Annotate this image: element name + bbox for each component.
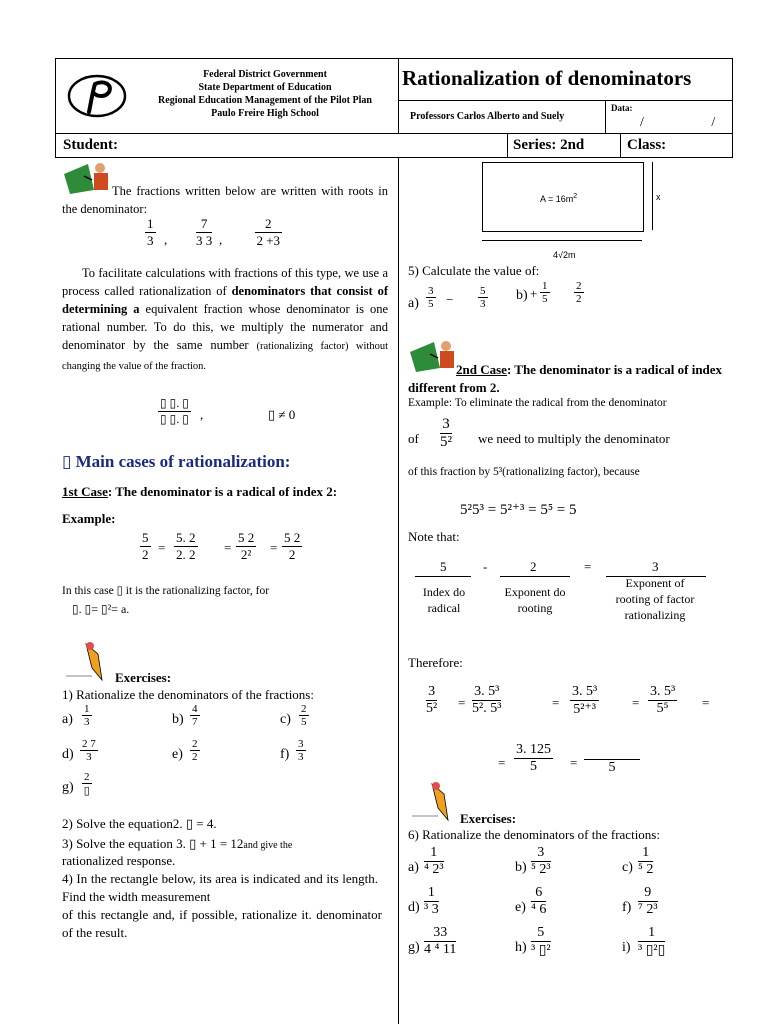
numerator: 1 (84, 703, 90, 715)
paragraph-1 (62, 264, 388, 376)
numerator: 1 (147, 216, 154, 231)
equals-sign: = (702, 695, 710, 710)
exercise-3-text: 3) Solve the equation 3. ▯ + 1 = 12 (62, 836, 244, 851)
denominator: 3 3 (196, 233, 213, 248)
main-cases-title: ▯ Main cases of rationalization: (62, 452, 291, 471)
exercise-1a-label: a) (62, 712, 73, 727)
therefore-fraction-3 (570, 684, 599, 718)
document-title: Rationalization of denominators (402, 66, 692, 90)
exercise-1: 1) Rationalize the denominators of the fractions: (62, 687, 314, 702)
equals-sign: = (458, 695, 466, 710)
case-2-text: : The denominator is a radical of index different from 2. (408, 362, 723, 395)
denominator: ▯ (83, 785, 90, 797)
case-1-heading (62, 484, 337, 500)
date-value: / / (640, 115, 748, 130)
numerator: 1 (424, 885, 439, 902)
numerator: 4 (192, 703, 198, 715)
exercise-6d-label: d) (408, 900, 420, 915)
formula-denominator: ▯ ▯. ▯ (160, 412, 189, 426)
case-2-fraction (440, 416, 452, 451)
denominator: 3 (84, 716, 90, 728)
org-line-3: Regional Education Management of the Pilot Plan (158, 95, 372, 106)
pencil-icon (62, 640, 112, 684)
exercises-label: Exercises: (115, 670, 172, 685)
intro-fraction-2 (196, 216, 212, 249)
paragraph-1-c: equivalent fraction whose denominator is one rational number. To do this, we multiply the numerator and denominator by the same number (62, 302, 389, 352)
case-2-example: Example: To eliminate the radical from the denominator (408, 397, 667, 409)
numerator: 9 (638, 885, 658, 902)
of-label: of (408, 431, 419, 446)
denominator: 5 (301, 716, 307, 728)
note-equals: = (584, 559, 592, 574)
exercise-2: 2) Solve the equation2. ▯ = 4. (62, 816, 217, 831)
exercise-4-continued: of this rectangle and, if possible, rationalize it. denominator of the result. (62, 907, 382, 940)
minus-sign: − (446, 292, 454, 307)
exercise-5: 5) Calculate the value of: (408, 263, 540, 278)
exercise-6e-label: e) (515, 900, 526, 915)
equals-sign: = (498, 755, 506, 770)
therefore-label: Therefore: (408, 655, 463, 670)
exercise-6h-fraction (531, 925, 551, 959)
exercise-6i-fraction (638, 925, 665, 959)
numerator: 5 (480, 285, 486, 297)
numerator: 3. 5³ (472, 684, 501, 701)
exercise-6g-fraction (424, 925, 456, 958)
exercise-5a-label: a) (408, 296, 419, 311)
denominator: 2² (240, 547, 252, 562)
denominator: 2 (288, 547, 296, 562)
exercise-1b-fraction (190, 703, 200, 728)
exercise-5a-fraction-1 (426, 285, 436, 310)
denominator: ⁷ 2³ (638, 902, 658, 917)
denominator: ⁴ 6 (531, 902, 547, 917)
numerator: 3. 5³ (572, 684, 598, 699)
denominator: ³ ▯²▯ (638, 943, 666, 958)
exercise-6h-label: h) (515, 940, 527, 955)
exercise-1a-fraction (82, 703, 92, 728)
example-label: Example: (62, 511, 116, 526)
exercise-6c-label: c) (622, 860, 633, 875)
equals-sign: = (632, 695, 640, 710)
note-caption-index: Index do radical (422, 585, 466, 615)
exercise-5b-label: b) (516, 288, 528, 303)
denominator: 5 (608, 760, 616, 775)
formula-numerator: ▯ ▯. ▯ (160, 396, 189, 410)
note-caption-exponent: Exponent do rooting (504, 585, 566, 615)
numerator: 3. 5³ (650, 684, 676, 699)
denominator: 4 ⁴ 11 (424, 942, 457, 957)
example-fraction-4 (282, 530, 302, 563)
numerator: 7 (196, 216, 212, 233)
rectangle-length: 4√2m (553, 250, 576, 260)
denominator: 7 (192, 716, 198, 728)
denominator: 3 (147, 233, 154, 248)
denominator: ⁴ 2³ (424, 862, 444, 877)
exercise-1b-label: b) (172, 712, 184, 727)
example-fraction-3 (236, 530, 256, 563)
note-exponent: 2 (530, 559, 537, 574)
numerator (584, 742, 640, 760)
org-line-1: Federal District Government (203, 69, 327, 80)
exercise-6b-fraction (531, 845, 551, 878)
column-divider (398, 158, 399, 1024)
intro-fraction-1 (145, 216, 156, 249)
exercise-3-continued: rationalized response. (62, 853, 176, 868)
paragraph-1-small: (rationalizing factor) without changing the value of the fraction. (62, 341, 388, 372)
note-factor: 3 (652, 559, 659, 574)
intro-text: The fractions written below are written with roots in the denominator: (62, 184, 388, 216)
exercise-6g-label: g) (408, 940, 420, 955)
numerator: 2 (192, 738, 198, 750)
case-1-note: In this case ▯ it is the rationalizing factor, for (62, 585, 270, 597)
exercise-1d-fraction (80, 738, 98, 763)
exercise-1e-label: e) (172, 747, 183, 762)
paragraph-1-b: denominators that consist of determining a (62, 284, 389, 316)
case-2-text-2: of this fraction by 5³(rationalizing factor), because (408, 466, 640, 478)
area-value: A = 16m (540, 194, 574, 204)
numerator: 2 (255, 216, 282, 233)
exercise-3 (62, 836, 292, 852)
denominator: 2 (142, 547, 149, 562)
exercise-6i-label: i) (622, 940, 631, 955)
equals-sign: = (552, 695, 560, 710)
note-line (500, 576, 570, 577)
exercise-5b-fraction-2 (574, 280, 584, 305)
denominator: 5²⁺³ (573, 702, 596, 717)
numerator: 33 (424, 925, 456, 942)
school-logo (67, 74, 127, 118)
exercise-4: 4) In the rectangle below, its area is indicated and its length. Find the width measurement (62, 871, 378, 904)
numerator: 1 (638, 925, 665, 942)
area-exponent: 2 (573, 193, 578, 200)
numerator: 5 2 (284, 530, 301, 545)
denominator: ³ 3 (424, 902, 439, 917)
case-1-prefix: 1st Case (62, 484, 108, 499)
numerator: 5 (142, 530, 149, 545)
denominator: 2 (576, 293, 582, 305)
equals-sign: = (158, 540, 166, 555)
denominator: 5² (426, 701, 438, 716)
org-line-4: Paulo Freire High School (211, 108, 319, 119)
denominator: ³ ▯² (531, 943, 551, 958)
paragraph-1-a: To facilitate calculations with fractions of this type, we use a process called rationalization of (62, 266, 388, 298)
plus-sign: + (530, 286, 538, 301)
numerator: 3 (426, 684, 437, 701)
exercise-1g-label: g) (62, 780, 74, 795)
numerator: 3 (298, 738, 304, 750)
numerator: 6 (531, 885, 546, 902)
therefore-fraction-5 (514, 742, 553, 775)
exercise-3-small: and give the (243, 840, 293, 851)
pencil-icon (408, 780, 458, 824)
numerator: 3. 125 (516, 742, 551, 757)
exercise-6d-fraction (424, 885, 439, 918)
note-caption-factor: Exponent of rooting of factor rationalizing (615, 576, 695, 622)
exercise-1d-label: d) (62, 747, 74, 762)
denominator: 3 (86, 751, 92, 763)
numerator: 2 7 (82, 738, 96, 750)
numerator: 2 (576, 280, 582, 292)
denominator: 3 (480, 298, 486, 310)
denominator: 5² (440, 434, 452, 450)
exercise-1f-label: f) (280, 747, 290, 762)
student-label: Student: (63, 137, 119, 153)
denominator: 5 (428, 298, 434, 310)
intro-fraction-3 (255, 216, 282, 249)
exercise-6a-fraction (424, 845, 444, 878)
numerator: 1 (424, 845, 444, 862)
denominator: 2. 2 (176, 547, 196, 562)
equals-sign: = (270, 540, 278, 555)
equals-sign: = (224, 540, 232, 555)
org-line-2: State Department of Education (198, 82, 332, 93)
formula-condition: ▯ ≠ 0 (268, 407, 296, 422)
exercise-6c-fraction (638, 845, 653, 878)
exercises-label-2: Exercises: (460, 811, 517, 826)
case-2-heading (408, 361, 738, 397)
case-2-prefix: 2nd Case (456, 362, 507, 377)
numerator: 1 (542, 280, 548, 292)
height-marker (652, 162, 653, 230)
formula-separator: , (200, 407, 204, 422)
date-label: Data: (611, 103, 633, 113)
numerator: 1 (638, 845, 653, 862)
exercise-6b-label: b) (515, 860, 527, 875)
denominator: 5 (542, 293, 548, 305)
length-marker (482, 240, 642, 241)
exercise-6a-label: a) (408, 860, 419, 875)
exercise-1c-fraction (299, 703, 309, 728)
denominator: 5 (530, 759, 537, 774)
example-fraction-1 (140, 530, 151, 563)
divider (507, 133, 508, 158)
exercise-6: 6) Rationalize the denominators of the fractions: (408, 827, 660, 842)
exercise-1g-fraction (82, 771, 92, 797)
therefore-fraction-1 (426, 684, 437, 717)
denominator: 3 (298, 751, 304, 763)
numerator: 3 (531, 845, 551, 862)
denominator: 5². 5³ (472, 701, 502, 716)
separator: , (219, 232, 223, 247)
class-label: Class: (627, 137, 667, 153)
denominator: 2 (192, 751, 198, 763)
denominator: ⁵ 2³ (531, 862, 551, 877)
exercise-6e-fraction (531, 885, 546, 918)
rectangle-area (540, 193, 577, 204)
rectangle-width: x (656, 192, 661, 202)
numerator: 5. 2 (176, 530, 196, 545)
denominator: 2 +3 (256, 233, 281, 248)
exercise-1e-fraction (190, 738, 200, 763)
denominator: 5⁵ (656, 701, 669, 716)
note-minus: - (483, 559, 488, 574)
example-fraction-2 (174, 530, 198, 563)
numerator: 3 (428, 285, 434, 297)
rationalization-formula (158, 396, 191, 427)
series-label: Series: 2nd (513, 137, 585, 153)
case-1-identity: ▯. ▯= ▯²= a. (72, 602, 130, 616)
denominator: ⁵ 2 (638, 862, 654, 877)
therefore-fraction-4 (648, 684, 677, 717)
professors: Professors Carlos Alberto and Suely (410, 111, 565, 122)
therefore-fraction-2 (472, 684, 501, 717)
numerator: 5 (531, 925, 551, 942)
exercise-1c-label: c) (280, 712, 291, 727)
exercise-1f-fraction (296, 738, 306, 763)
separator: , (164, 232, 168, 247)
therefore-fraction-6 (584, 742, 640, 776)
organization-block (130, 68, 400, 120)
case-1-text: : The denominator is a radical of index 2: (107, 484, 338, 499)
divider (620, 133, 621, 158)
numerator: 5 2 (238, 530, 255, 545)
numerator: 3 (440, 416, 452, 434)
exercise-5b-fraction-1 (540, 280, 550, 305)
numerator: 2 (84, 771, 90, 783)
exercise-6f-label: f) (622, 900, 632, 915)
note-index: 5 (440, 559, 447, 574)
exercise-5a-fraction-2 (478, 285, 488, 310)
exercise-6f-fraction (638, 885, 658, 918)
note-line (415, 576, 471, 577)
case-2-identity: 5²5³ = 5²⁺³ = 5⁵ = 5 (460, 502, 577, 518)
case-2-text-1: we need to multiply the denominator (478, 431, 670, 446)
note-label: Note that: (408, 529, 460, 544)
equals-sign: = (570, 755, 578, 770)
numerator: 2 (301, 703, 307, 715)
